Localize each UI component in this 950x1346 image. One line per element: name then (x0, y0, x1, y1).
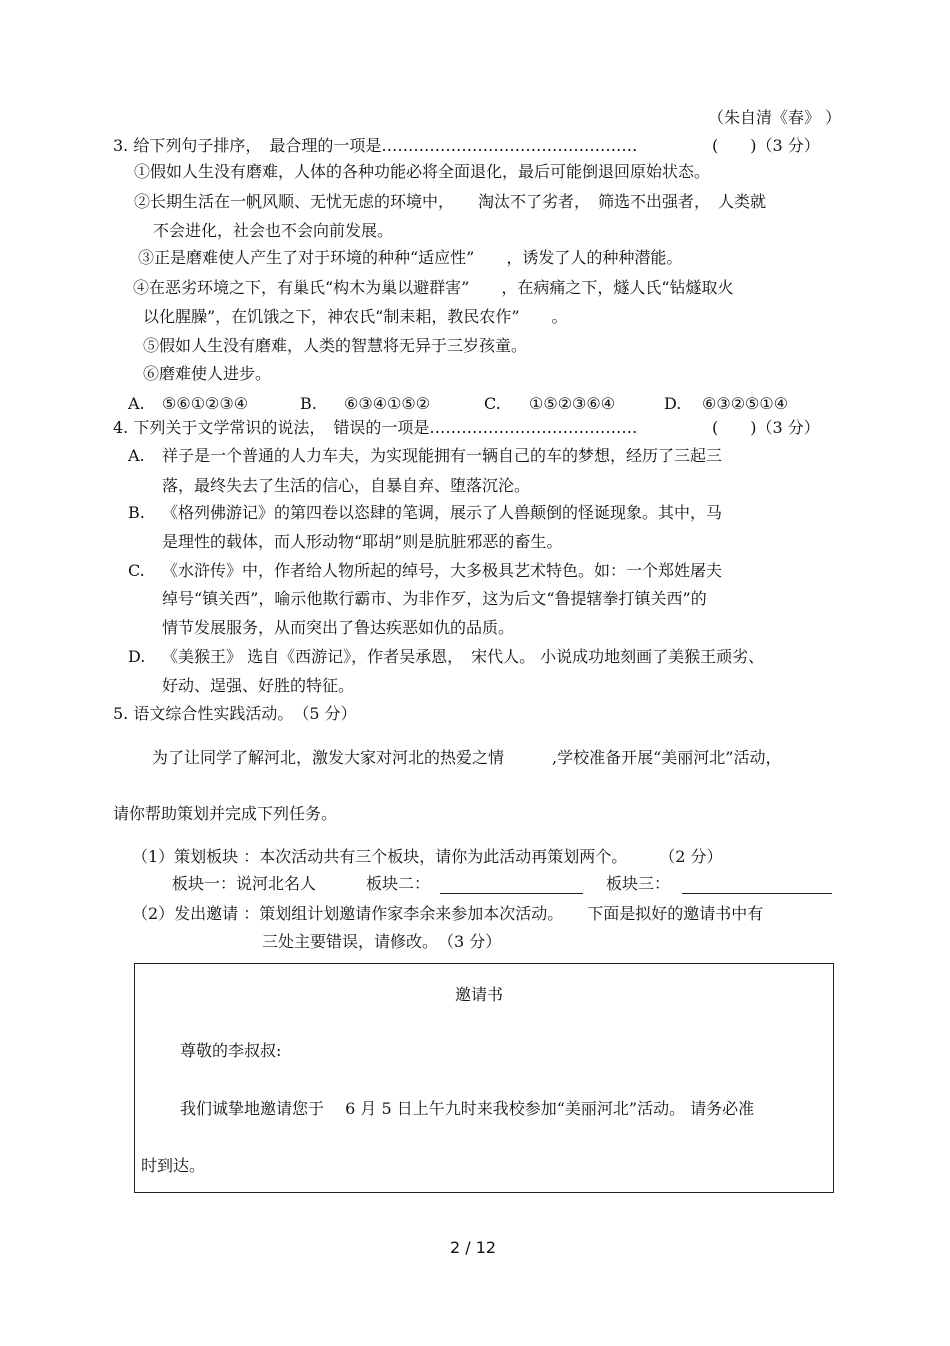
q5-task-1: （1）策划板块 ：本次活动共有三个板块，请你为此活动再策划两个。 （2 分） (132, 847, 723, 866)
q4-stem: 4. 下列关于文学常识的说法， 错误的一项是………………………………… (113, 418, 638, 437)
q5-intro-line-2: 请你帮助策划并完成下列任务。 (113, 804, 338, 823)
q3-sentence-6: ⑥磨难使人进步。 (143, 364, 272, 383)
q4-option-c-line-3: 情节发展服务，从而突出了鲁达疾恶如仇的品质。 (162, 618, 515, 637)
q3-option-c-letter: C. (484, 394, 501, 413)
q3-sentence-4-cont: 以化腥臊”，在饥饿之下，神农氏“制耒耜，教民农作” 。 (143, 307, 568, 326)
q5-stem: 5. 语文综合性实践活动。 （5 分） (113, 704, 357, 723)
invitation-salutation: 尊敬的李叔叔: (180, 1041, 282, 1060)
q3-sentence-4: ④在恶劣环境之下，有巢氏“构木为巢以避群害” ，在病痛之下，燧人氏“钻燧取火 (133, 278, 734, 297)
q4-option-a-line-2: 落，最终失去了生活的信心，自暴自弃、堕落沉沦。 (162, 476, 531, 495)
q4-answer-paren: ( )（3 分） (712, 418, 820, 437)
q4-option-b-line-2: 是理性的载体，而人形动物“耶胡”则是肮脏邪恶的畜生。 (162, 532, 563, 551)
q4-option-c-line-2: 绰号“镇关西”，喻示他欺行霸市、为非作歹，这为后文“鲁提辖拳打镇关西”的 (162, 589, 707, 608)
q4-option-d-line-2: 好动、逞强、好胜的特征。 (162, 676, 355, 695)
q3-sentence-1: ①假如人生没有磨难，人体的各种功能必将全面退化，最后可能倒退回原始状态。 (134, 162, 711, 181)
q5-task-2-line-2: 三处主要错误，请修改。 （3 分） (262, 932, 502, 951)
q3-option-d: ⑥③②⑤①④ (702, 394, 789, 413)
q5-block-3-label: 板块三： (606, 874, 671, 893)
q3-sentence-5: ⑤假如人生没有磨难，人类的智慧将无异于三岁孩童。 (143, 336, 528, 355)
q5-block-2-answer-line[interactable] (440, 893, 583, 894)
q4-option-a-letter: A. (128, 446, 145, 465)
q3-option-d-letter: D. (664, 394, 682, 413)
q3-option-b: ⑥③④①⑤② (344, 394, 431, 413)
q3-option-a: ⑤⑥①②③④ (162, 394, 249, 413)
q3-option-c: ①⑤②③⑥④ (529, 394, 616, 413)
q3-sentence-2: ②长期生活在一帆风顺、无忧无虑的环境中， 淘汰不了劣者， 筛选不出强者， 人类就 (134, 192, 767, 211)
q3-option-b-letter: B. (300, 394, 317, 413)
q4-option-c-letter: C. (128, 561, 145, 580)
q4-option-b-line-1: 《格列佛游记》的第四卷以恣肆的笔调，展示了人兽颠倒的怪诞现象。其中，马 (162, 503, 723, 522)
q4-option-c-line-1: 《水浒传》中，作者给人物所起的绰号，大多极具艺术特色。如：一个郑姓屠夫 (162, 561, 723, 580)
invitation-body-line-1: 我们诚挚地邀请您于 6 月 5 日上午九时来我校参加“美丽河北”活动。 请务必准 (180, 1099, 755, 1118)
page-number: 2 / 12 (450, 1238, 497, 1257)
q5-intro-line-1: 为了让同学了解河北，激发大家对河北的热爱之情 ,学校准备开展“美丽河北”活动， (152, 748, 782, 767)
source-citation: （朱自清《春》 ） (708, 108, 842, 127)
q4-option-d-line-1: 《美猴王》 选自《西游记》，作者吴承恩， 宋代人。 小说成功地刻画了美猴王顽劣、 (162, 647, 765, 666)
invitation-title: 邀请书 (455, 985, 504, 1004)
q3-stem: 3. 给下列句子排序， 最合理的一项是………………………………………… (113, 136, 638, 155)
q3-sentence-3: ③正是磨难使人产生了对于环境的种种“适应性” ，诱发了人的种种潜能。 (138, 248, 683, 267)
q4-option-d-letter: D. (128, 647, 146, 666)
q3-option-a-letter: A. (128, 394, 145, 413)
q4-option-a-line-1: 祥子是一个普通的人力车夫，为实现能拥有一辆自己的车的梦想，经历了三起三 (162, 446, 723, 465)
q4-option-b-letter: B. (128, 503, 145, 522)
q5-block-1: 板块一：说河北名人 (172, 874, 317, 893)
q3-sentence-2-cont: 不会进化，社会也不会向前发展。 (153, 221, 394, 240)
q5-block-3-answer-line[interactable] (682, 893, 832, 894)
q5-task-2-line-1: （2）发出邀请 ：策划组计划邀请作家李余来参加本次活动。 下面是拟好的邀请书中有 (132, 904, 764, 923)
q5-block-2-label: 板块二： (366, 874, 431, 893)
invitation-body-line-2: 时到达。 (141, 1156, 206, 1175)
q3-answer-paren: ( )（3 分） (712, 136, 820, 155)
